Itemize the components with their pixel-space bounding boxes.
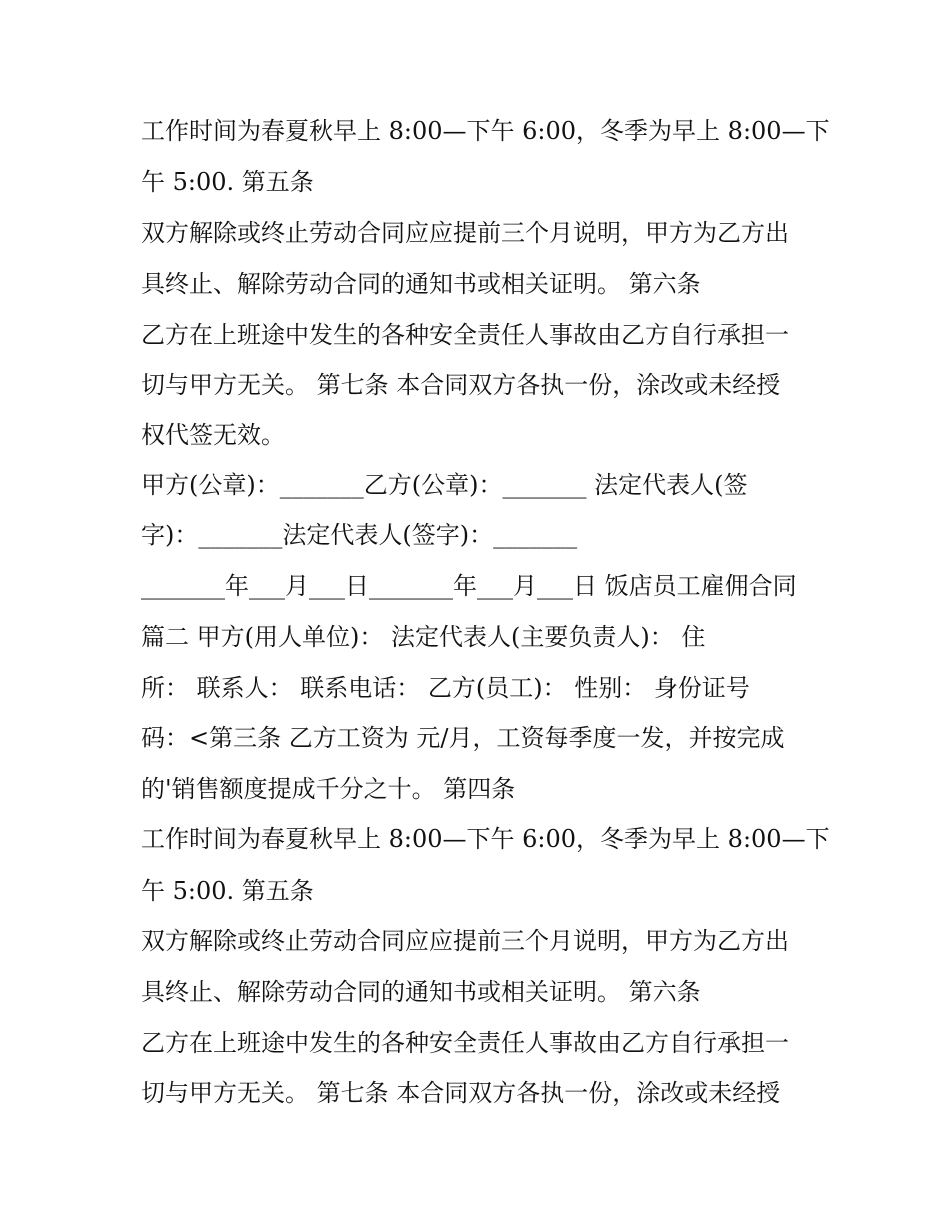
text-line: 码：<第三条 乙方工资为 元/月，工资每季度一发，并按完成 <box>141 724 785 752</box>
text-line: _______年___月___日_______年___月___日 饭店员工雇佣合同 <box>141 572 797 600</box>
text-line: 工作时间为春夏秋早上 8:00—下午 6:00，冬季为早上 8:00—下 <box>141 825 830 853</box>
text-line: 双方解除或终止劳动合同应应提前三个月说明，甲方为乙方出 <box>141 219 789 247</box>
text-line: 乙方在上班途中发生的各种安全责任人事故由乙方自行承担一 <box>141 321 789 349</box>
text-line: 切与甲方无关。 第七条 本合同双方各执一份，涂改或未经授 <box>141 1079 781 1107</box>
text-line: 权代签无效。 <box>141 421 285 449</box>
text-line: 字)：_______法定代表人(签字)：_______ <box>141 521 578 549</box>
text-line: 具终止、解除劳动合同的通知书或相关证明。 第六条 <box>141 978 701 1006</box>
text-line: 所： 联系人： 联系电话： 乙方(员工)： 性别： 身份证号 <box>141 674 750 702</box>
text-line: 工作时间为春夏秋早上 8:00—下午 6:00，冬季为早上 8:00—下 <box>141 117 830 145</box>
text-line: 具终止、解除劳动合同的通知书或相关证明。 第六条 <box>141 270 701 298</box>
text-line: 甲方(公章)：_______乙方(公章)：_______ 法定代表人(签 <box>141 471 748 499</box>
text-line: 乙方在上班途中发生的各种安全责任人事故由乙方自行承担一 <box>141 1029 789 1057</box>
text-line: 篇二 甲方(用人单位)： 法定代表人(主要负责人)： 住 <box>141 623 706 651</box>
text-line: 切与甲方无关。 第七条 本合同双方各执一份，涂改或未经授 <box>141 371 781 399</box>
text-line: 双方解除或终止劳动合同应应提前三个月说明，甲方为乙方出 <box>141 927 789 955</box>
text-line: 午 5:00. 第五条 <box>141 168 314 196</box>
text-line: 的'销售额度提成千分之十。 第四条 <box>141 775 516 803</box>
text-line: 午 5:00. 第五条 <box>141 877 314 905</box>
